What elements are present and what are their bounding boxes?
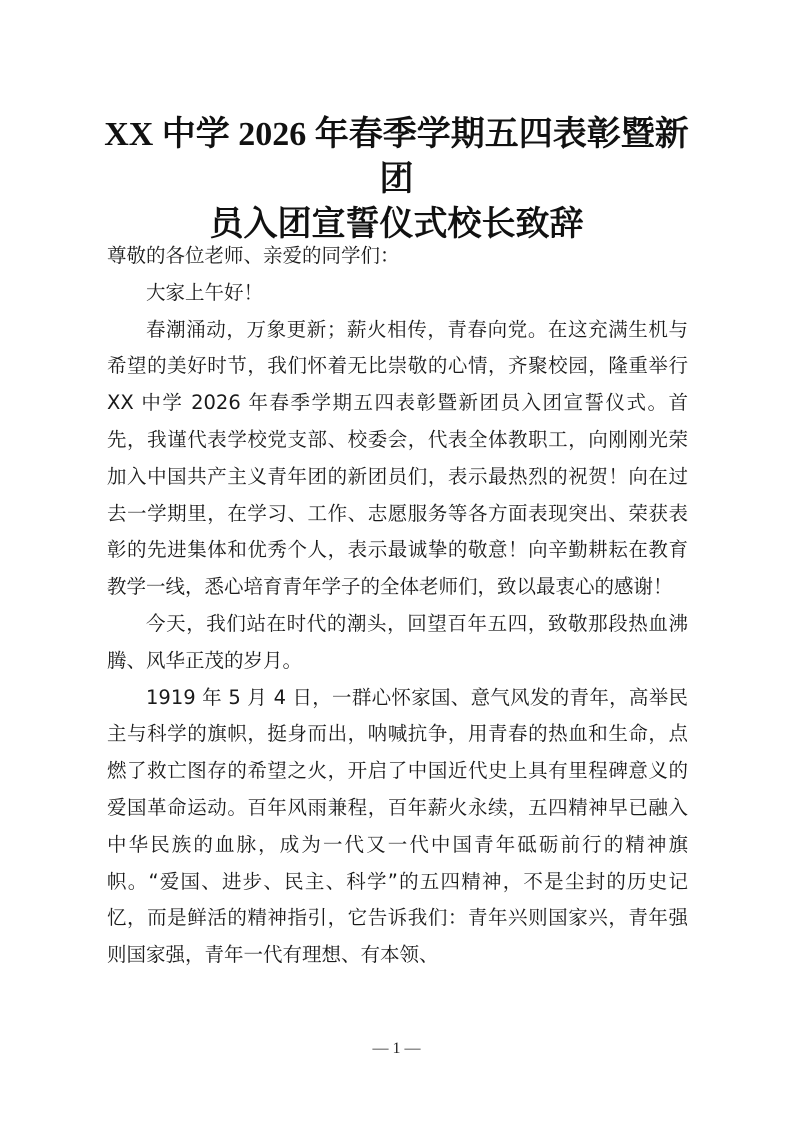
salutation: 尊敬的各位老师、亲爱的同学们： (107, 244, 400, 267)
paragraph-opening: 春潮涌动，万象更新；薪火相传，青春向党。在这充满生机与希望的美好时节，我们怀着无比崇敬的心情，齐聚校园，隆重举行 XX 中学 2026 年春季学期五四表彰暨新团员入团宣誓仪式。首先，我谨代表学校党支部、校委会，代表全体教职工，向刚刚光荣加入中国共产主义青年团的新团员们，表示最热烈的祝贺！向在过去一学期里，在学习、工作、志愿服务等各方面表现突出、荣获表彰的先进集体和优秀个人，表示最诚挚的敬意！向辛勤耕耘在教育教学一线，悉心培育青年学子的全体老师们，致以最衷心的感谢！ (107, 317, 688, 599)
title-line-2: 员入团宣誓仪式校长致辞 (209, 206, 584, 243)
paragraph-history: 1919 年 5 月 4 日，一群心怀家国、意气风发的青年，高举民主与科学的旗帜，挺身而出，呐喊抗争，用青春的热血和生命，点燃了救亡图存的希望之火，开启了中国近代史上具有里程碑意义的爱国革命运动。百年风雨兼程，百年薪火永续，五四精神早已融入中华民族的血脉，成为一代又一代中国青年砥砺前行的精神旗帜。“爱国、进步、民主、科学”的五四精神，不是尘封的历史记忆，而是鲜活的精神指引，它告诉我们：青年兴则国家兴，青年强则国家强，青年一代有理想、有本领、 (107, 685, 688, 967)
document-title (100, 112, 693, 247)
page-number: — 1 — (372, 1040, 421, 1057)
paragraph-today: 今天，我们站在时代的潮头，回望百年五四，致敬那段热血沸腾、风华正茂的岁月。 (107, 611, 688, 672)
paragraph-greeting: 大家上午好！ (146, 280, 264, 304)
document-body (107, 238, 688, 974)
title-line-1: XX 中学 2026 年春季学期五四表彰暨新团 (104, 116, 689, 198)
